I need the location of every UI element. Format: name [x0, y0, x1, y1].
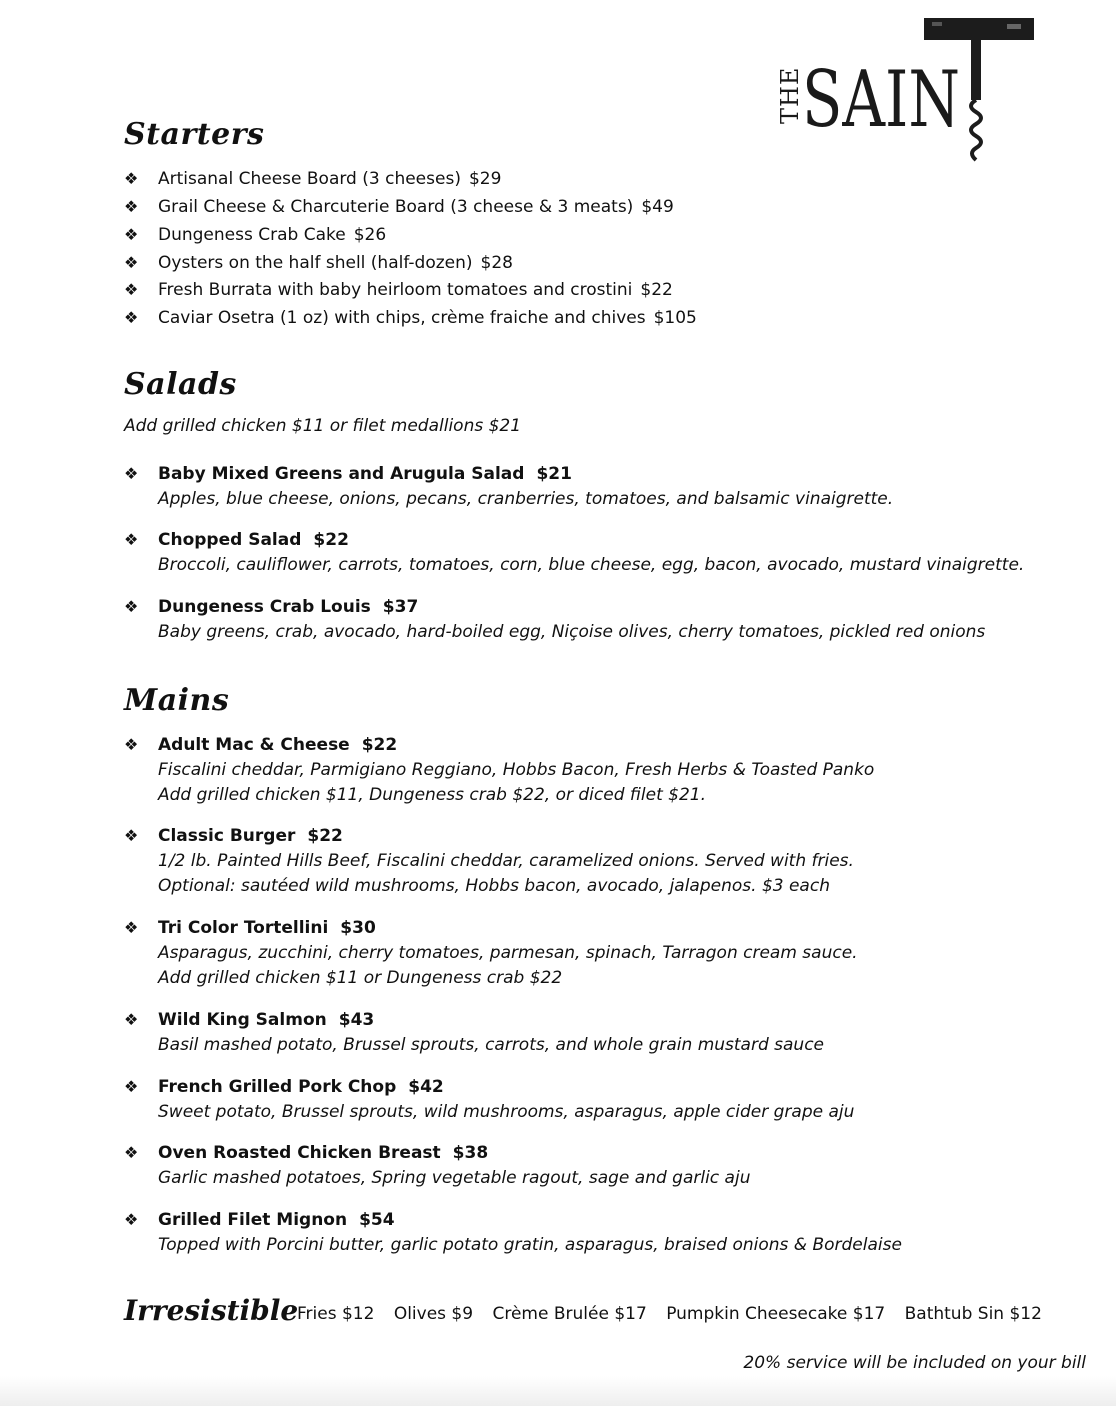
mains-title: Mains [124, 683, 230, 718]
dish-name: Dungeness Crab Louis [158, 597, 371, 617]
bullet-icon: ❖ [124, 1010, 139, 1029]
dish-description: Apples, blue cheese, onions, pecans, cranberries, tomatoes, and balsamic vinaigrette. [158, 489, 894, 509]
bullet-icon: ❖ [124, 197, 139, 216]
logo-the: THE [776, 66, 804, 124]
dish-price: $21 [536, 464, 572, 484]
dish-price: $22 [361, 735, 398, 755]
bullet-icon: ❖ [124, 308, 139, 327]
dish-price: $38 [452, 1143, 489, 1163]
dish-title [158, 1009, 374, 1031]
dish-description: Topped with Porcini butter, garlic potato gratin, asparagus, braised onions & Bordelaise [158, 1235, 902, 1255]
dish-title [158, 1142, 488, 1164]
dish-price: $37 [382, 597, 419, 617]
dish-title [158, 596, 418, 618]
list-item [158, 252, 513, 274]
irresistible-item: Bathtub Sin $12 [904, 1304, 1042, 1324]
dish-price: $22 [313, 530, 349, 550]
list-item [158, 307, 697, 329]
page-shadow [0, 1376, 1116, 1406]
dish-title [158, 1209, 395, 1231]
bullet-icon: ❖ [124, 597, 139, 616]
dish-name: Oven Roasted Chicken Breast [158, 1143, 441, 1163]
dish-description: Optional: sautéed wild mushrooms, Hobbs bacon, avocado, jalapenos. $3 each [158, 876, 830, 896]
dish-description: Baby greens, crab, avocado, hard-boiled egg, Niçoise olives, cherry tomatoes, pickled red onions [158, 622, 986, 642]
list-item [158, 224, 386, 246]
dish-price: $42 [408, 1077, 444, 1097]
dish-title [158, 917, 376, 939]
logo-word: SAIN [802, 55, 960, 145]
dish-title [158, 529, 349, 551]
irresistible-items [297, 1304, 1056, 1324]
starters-title: Starters [124, 117, 265, 152]
item-text: Grail Cheese & Charcuterie Board (3 cheese & 3 meats) [158, 197, 634, 217]
dish-name: Classic Burger [158, 826, 296, 846]
item-text: Dungeness Crab Cake [158, 225, 346, 245]
list-item [158, 279, 673, 301]
irresistible-item: Crème Brulée $17 [492, 1304, 647, 1324]
the-saint-logo [772, 14, 1040, 166]
dish-name: Chopped Salad [158, 530, 302, 550]
item-text: Oysters on the half shell (half-dozen) [158, 253, 473, 273]
item-text: Fresh Burrata with baby heirloom tomatoes and crostini [158, 280, 633, 300]
bullet-icon: ❖ [124, 253, 139, 272]
bullet-icon: ❖ [124, 225, 139, 244]
dish-name: Tri Color Tortellini [158, 918, 329, 938]
dish-description: Add grilled chicken $11 or Dungeness crab $22 [158, 968, 563, 988]
dish-name: Adult Mac & Cheese [158, 735, 350, 755]
dish-description: Garlic mashed potatoes, Spring vegetable ragout, sage and garlic aju [158, 1168, 751, 1188]
dish-price: $30 [340, 918, 376, 938]
dish-description: Basil mashed potato, Brussel sprouts, carrots, and whole grain mustard sauce [158, 1035, 825, 1055]
salads-title: Salads [124, 367, 237, 402]
dish-description: Broccoli, cauliflower, carrots, tomatoes, corn, blue cheese, egg, bacon, avocado, mustard vinaigrette. [158, 555, 1025, 575]
dish-description: Add grilled chicken $11, Dungeness crab $22, or diced filet $21. [158, 785, 706, 805]
dish-description: Sweet potato, Brussel sprouts, wild mushrooms, asparagus, apple cider grape aju [158, 1102, 855, 1122]
bullet-icon: ❖ [124, 735, 139, 754]
item-price: $26 [353, 225, 387, 245]
bullet-icon: ❖ [124, 918, 139, 937]
dish-name: Grilled Filet Mignon [158, 1210, 348, 1230]
bullet-icon: ❖ [124, 530, 139, 549]
bullet-icon: ❖ [124, 280, 139, 299]
dish-description: Asparagus, zucchini, cherry tomatoes, parmesan, spinach, Tarragon cream sauce. [158, 943, 858, 963]
item-price: $49 [641, 197, 674, 217]
dish-price: $43 [338, 1010, 375, 1030]
irresistible-title: Irresistible [124, 1294, 299, 1327]
item-text: Artisanal Cheese Board (3 cheeses) [158, 169, 461, 189]
bullet-icon: ❖ [124, 1077, 139, 1096]
bullet-icon: ❖ [124, 1143, 139, 1162]
item-price: $22 [640, 280, 673, 300]
dish-description: 1/2 lb. Painted Hills Beef, Fiscalini cheddar, caramelized onions. Served with fries. [158, 851, 854, 871]
bullet-icon: ❖ [124, 826, 139, 845]
dish-name: French Grilled Pork Chop [158, 1077, 397, 1097]
dish-title [158, 463, 572, 485]
dish-title [158, 1076, 444, 1098]
dish-description: Fiscalini cheddar, Parmigiano Reggiano, Hobbs Bacon, Fresh Herbs & Toasted Panko [158, 760, 875, 780]
item-price: $29 [468, 169, 502, 189]
bullet-icon: ❖ [124, 169, 139, 188]
service-note: 20% service will be included on your bill [743, 1353, 1086, 1373]
dish-title [158, 825, 343, 847]
dish-price: $22 [307, 826, 343, 846]
dish-price: $54 [359, 1210, 395, 1230]
dish-title [158, 734, 397, 756]
irresistible-item: Fries $12 [297, 1304, 375, 1324]
irresistible-item: Pumpkin Cheesecake $17 [666, 1304, 886, 1324]
irresistible-item: Olives $9 [393, 1304, 474, 1324]
item-price: $28 [480, 253, 513, 273]
salads-note: Add grilled chicken $11 or filet medallions $21 [124, 416, 522, 436]
item-text: Caviar Osetra (1 oz) with chips, crème fraiche and chives [158, 308, 646, 328]
bullet-icon: ❖ [124, 1210, 139, 1229]
list-item [158, 196, 674, 218]
bullet-icon: ❖ [124, 464, 139, 483]
list-item [158, 168, 501, 190]
dish-name: Baby Mixed Greens and Arugula Salad [158, 464, 525, 484]
item-price: $105 [653, 308, 697, 328]
dish-name: Wild King Salmon [158, 1010, 327, 1030]
